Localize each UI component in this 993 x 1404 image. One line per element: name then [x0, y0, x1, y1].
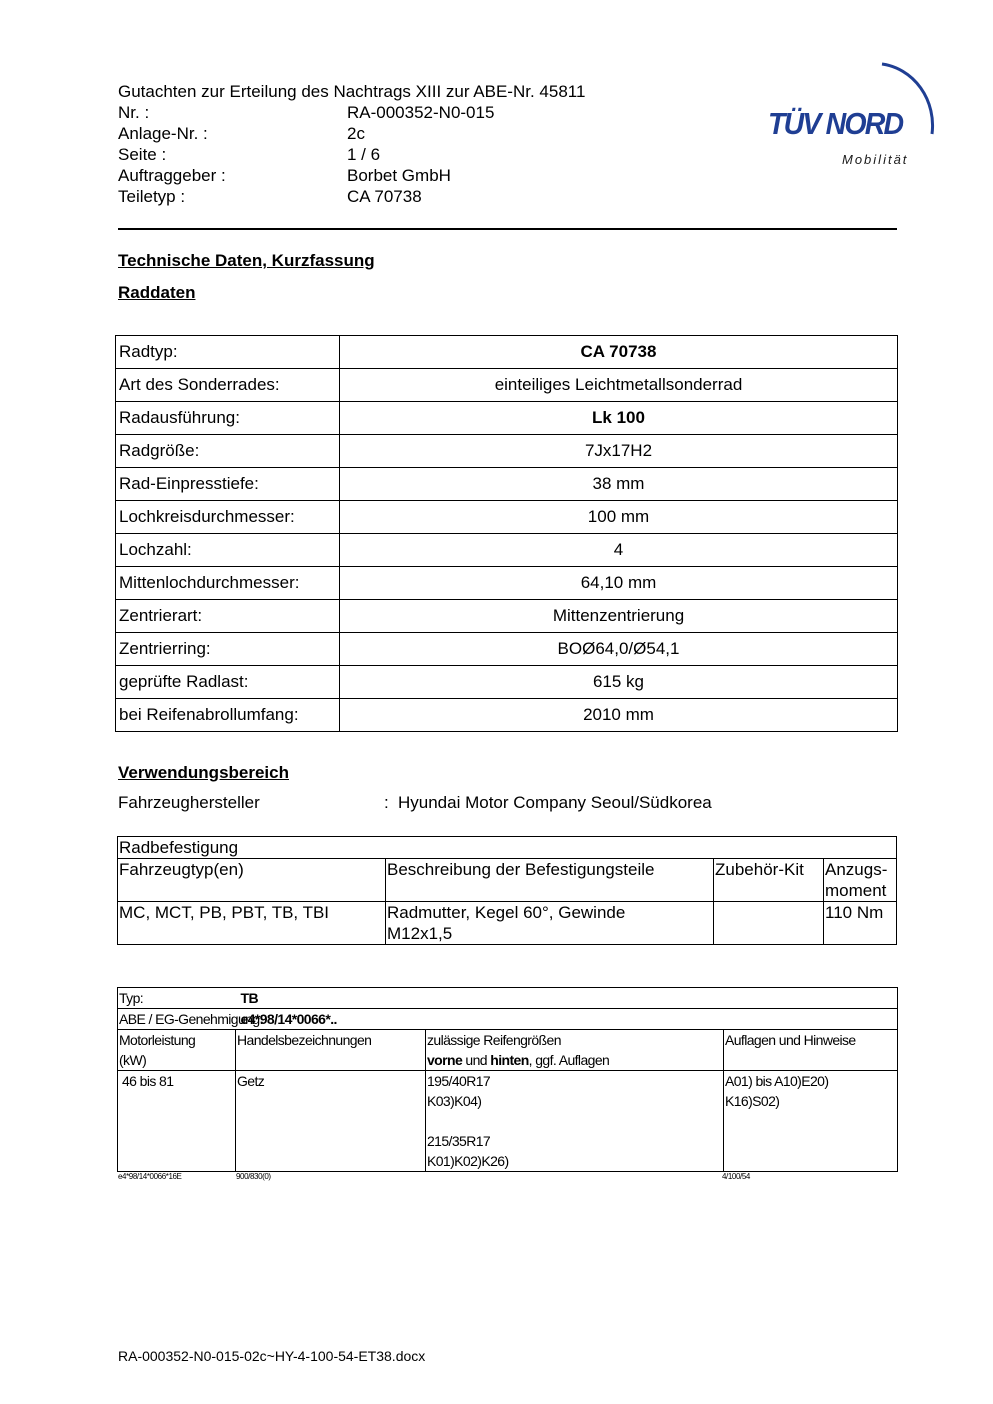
and-label: und: [462, 1052, 491, 1068]
row-label: Radausführung:: [116, 402, 340, 435]
table-row: [118, 1030, 898, 1071]
manufacturer-value: Hyundai Motor Company Seoul/Südkorea: [398, 793, 712, 812]
row-label: Lochkreisdurchmesser:: [116, 501, 340, 534]
header-label: Teiletyp :: [118, 187, 186, 206]
row-label: Zentrierart:: [116, 600, 340, 633]
header-line: Motorleistung: [119, 1032, 196, 1048]
table-row: [116, 666, 898, 699]
mounting-title: Radbefestigung: [118, 837, 897, 859]
front-label: vorne: [427, 1052, 463, 1068]
column-header: [824, 859, 897, 902]
row-label: Radgröße:: [116, 435, 340, 468]
header-value: 1 / 6: [347, 145, 381, 164]
column-header-tyres: [426, 1030, 724, 1071]
header-line: Anzugs-: [825, 860, 888, 879]
code-footnote: 900/830(0): [236, 1172, 271, 1181]
fastener-description: [386, 902, 714, 945]
row-value: 2010 mm: [340, 699, 898, 732]
rear-label: hinten: [490, 1052, 529, 1068]
heading-technical-data: Technische Daten, Kurzfassung: [118, 251, 375, 270]
note-line: A01) bis A10)E20): [725, 1073, 829, 1089]
row-label: Zentrierring:: [116, 633, 340, 666]
row-value: 100 mm: [340, 501, 898, 534]
table-row: [118, 902, 897, 945]
trade-name: Getz: [236, 1071, 426, 1172]
notes: [724, 1071, 898, 1172]
accessory-kit: [714, 902, 824, 945]
desc-line: Radmutter, Kegel 60°, Gewinde: [387, 903, 626, 922]
document-filename: RA-000352-N0-015-02c~HY-4-100-54-ET38.docx: [118, 1348, 426, 1364]
column-header-power: [118, 1030, 236, 1071]
approval-value-cell: [240, 1009, 898, 1030]
table-row: [118, 988, 898, 1009]
table-row: [116, 435, 898, 468]
logo-wordmark: TÜV NORD: [768, 106, 903, 141]
table-row: [118, 859, 897, 902]
header-label: Seite :: [118, 145, 167, 164]
table-row: [118, 1071, 898, 1172]
tyre-line: 195/40R17: [427, 1073, 491, 1089]
header-value: Borbet GmbH: [347, 166, 451, 185]
report-title: Gutachten zur Erteilung des Nachtrags XIII zur ABE-Nr. 45811: [118, 82, 586, 101]
bolt-pattern-footnote: 4/100/54: [722, 1172, 750, 1181]
table-row: [116, 369, 898, 402]
table-row: [116, 699, 898, 732]
manufacturer-label: Fahrzeughersteller: [118, 793, 260, 812]
row-value: 38 mm: [340, 468, 898, 501]
table-row: [116, 336, 898, 369]
tyre-line: 215/35R17: [427, 1133, 491, 1149]
table-row: [116, 600, 898, 633]
row-label: Radtyp:: [116, 336, 340, 369]
header-row-seite: [118, 144, 494, 165]
tyre-sizes: [426, 1071, 724, 1172]
header-label: Anlage-Nr. :: [118, 124, 208, 143]
row-value: 615 kg: [340, 666, 898, 699]
row-value: Mittenzentrierung: [340, 600, 898, 633]
row-value: einteiliges Leichtmetallsonderrad: [340, 369, 898, 402]
tuv-nord-logo: [760, 56, 945, 176]
row-label: Art des Sonderrades:: [116, 369, 340, 402]
vehicle-type-table: [117, 987, 898, 1172]
type-value-cell: [240, 988, 898, 1009]
header-value: RA-000352-N0-015: [347, 103, 495, 122]
vehicle-types: MC, MCT, PB, PBT, TB, TBI: [118, 902, 386, 945]
conditions-label: , ggf. Auflagen: [528, 1052, 610, 1068]
header-line: zulässige Reifengrößen: [427, 1032, 561, 1048]
manufacturer-separator: :: [384, 793, 389, 812]
column-header: Fahrzeugtyp(en): [118, 859, 386, 902]
table-row: [116, 534, 898, 567]
tyre-line: K01)K02)K26): [427, 1153, 509, 1169]
wheel-data-table: [115, 335, 898, 732]
tyre-line: [427, 1111, 723, 1131]
row-label: Mittenlochdurchmesser:: [116, 567, 340, 600]
header-label: Nr. :: [118, 103, 150, 122]
row-label: Rad-Einpresstiefe:: [116, 468, 340, 501]
type-value: TB: [240, 990, 258, 1006]
header-info: [118, 102, 494, 207]
column-header: Zubehör-Kit: [714, 859, 824, 902]
type-label-text: Typ:: [119, 990, 144, 1006]
header-line: [427, 1050, 723, 1070]
row-value: Lk 100: [340, 402, 898, 435]
table-row: [116, 468, 898, 501]
row-value: 64,10 mm: [340, 567, 898, 600]
table-row: [116, 501, 898, 534]
desc-line: M12x1,5: [387, 924, 453, 943]
header-divider: [118, 228, 897, 230]
engine-power: 46 bis 81: [118, 1071, 236, 1172]
header-value: 2c: [347, 124, 365, 143]
table-row: [118, 1009, 898, 1030]
row-value: CA 70738: [340, 336, 898, 369]
header-line: moment: [825, 881, 887, 900]
row-value: 4: [340, 534, 898, 567]
heading-usage-scope: Verwendungsbereich: [118, 763, 289, 782]
column-header: Beschreibung der Befestigungsteile: [386, 859, 714, 902]
table-row: [116, 567, 898, 600]
header-line: (kW): [119, 1052, 147, 1068]
table-row: [118, 837, 897, 859]
row-label: bei Reifenabrollumfang:: [116, 699, 340, 732]
logo-subtitle: Mobilität: [842, 152, 909, 167]
wheel-mounting-table: [117, 836, 897, 945]
note-line: K16)S02): [725, 1093, 780, 1109]
table-row: [116, 633, 898, 666]
row-label: Lochzahl:: [116, 534, 340, 567]
header-row-anlage: [118, 123, 494, 144]
heading-wheel-data: Raddaten: [118, 283, 196, 302]
tyre-line: K03)K04): [427, 1093, 482, 1109]
approval-label-text: ABE / EG-Genehmigung:: [119, 1011, 263, 1027]
header-label: Auftraggeber :: [118, 166, 226, 185]
row-value: BOØ64,0/Ø54,1: [340, 633, 898, 666]
row-value: 7Jx17H2: [340, 435, 898, 468]
type-label: [118, 988, 426, 1009]
header-value: CA 70738: [347, 187, 422, 206]
column-header-trade-names: Handelsbezeichnungen: [236, 1030, 426, 1071]
approval-value: e4*98/14*0066*..: [240, 1011, 337, 1027]
row-label: geprüfte Radlast:: [116, 666, 340, 699]
header-row-nr: [118, 102, 494, 123]
column-header-notes: Auflagen und Hinweise: [724, 1030, 898, 1071]
approval-code-footnote: e4*98/14*0066*16E: [118, 1172, 182, 1181]
tightening-torque: 110 Nm: [824, 902, 897, 945]
table-row: [116, 402, 898, 435]
header-row-teiletyp: [118, 186, 494, 207]
header-row-auftraggeber: [118, 165, 494, 186]
